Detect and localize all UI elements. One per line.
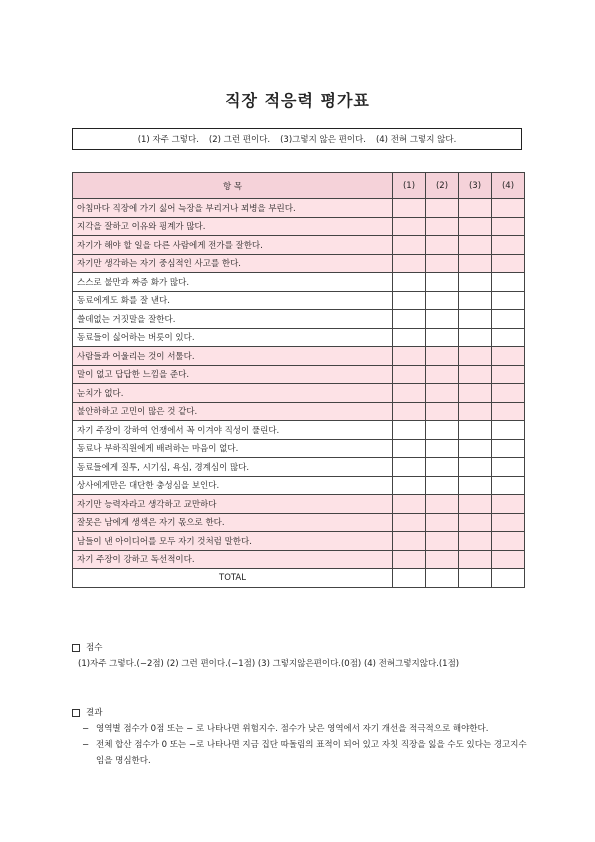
total-cell-4[interactable] (492, 569, 525, 588)
answer-cell-3[interactable] (459, 236, 492, 255)
answer-cell-3[interactable] (459, 384, 492, 403)
answer-cell-3[interactable] (459, 458, 492, 477)
item-text: 불안하하고 고민이 많은 것 같다. (73, 402, 393, 421)
table-header-row (73, 173, 525, 199)
score-heading: 점수 (86, 643, 103, 653)
table-row (73, 310, 525, 329)
header-col-4: (4) (492, 173, 525, 199)
item-text: 자기가 해야 할 일을 다른 사람에게 전가를 잘한다. (73, 236, 393, 255)
item-text: 동료에게도 화를 잘 낸다. (73, 291, 393, 310)
table-row (73, 199, 525, 218)
header-item: 항 목 (73, 173, 393, 199)
answer-cell-1[interactable] (393, 458, 426, 477)
answer-cell-2[interactable] (426, 217, 459, 236)
item-text: 자기 주장이 강하여 언쟁에서 꼭 이겨야 직성이 풀린다. (73, 421, 393, 440)
answer-cell-4[interactable] (492, 421, 525, 440)
table-row (73, 513, 525, 532)
answer-cell-4[interactable] (492, 273, 525, 292)
answer-cell-2[interactable] (426, 273, 459, 292)
table-row (73, 291, 525, 310)
answer-cell-3[interactable] (459, 217, 492, 236)
answer-cell-3[interactable] (459, 476, 492, 495)
item-text: 동료들에게 질투, 시기심, 욕심, 경계심이 많다. (73, 458, 393, 477)
item-text: 동료들이 싫어하는 버릇이 있다. (73, 328, 393, 347)
section-bullet-icon (72, 709, 80, 717)
table-row (73, 458, 525, 477)
table-row (73, 550, 525, 569)
answer-cell-2[interactable] (426, 347, 459, 366)
item-text: 사람들과 어울리는 것이 서툴다. (73, 347, 393, 366)
result-heading: 결과 (86, 708, 103, 718)
item-text: 아침마다 직장에 가기 싫어 늑장을 부리거나 꾀병을 부린다. (73, 199, 393, 218)
answer-cell-1[interactable] (393, 421, 426, 440)
answer-cell-3[interactable] (459, 421, 492, 440)
header-col-2: (2) (426, 173, 459, 199)
answer-cell-2[interactable] (426, 236, 459, 255)
answer-cell-3[interactable] (459, 513, 492, 532)
table-row (73, 402, 525, 421)
answer-cell-3[interactable] (459, 365, 492, 384)
answer-cell-3[interactable] (459, 532, 492, 551)
answer-cell-4[interactable] (492, 254, 525, 273)
section-bullet-icon (72, 644, 80, 652)
table-row (73, 421, 525, 440)
legend-option-2: (2) 그런 편이다. (208, 135, 271, 145)
answer-cell-1[interactable] (393, 236, 426, 255)
item-text: 지각을 잘하고 이유와 핑계가 많다. (73, 217, 393, 236)
item-text: 스스로 불만과 짜증 화가 많다. (73, 273, 393, 292)
score-section (72, 640, 532, 672)
answer-cell-2[interactable] (426, 476, 459, 495)
answer-cell-4[interactable] (492, 365, 525, 384)
answer-cell-2[interactable] (426, 458, 459, 477)
legend-option-3: (3)그렇지 않은 편이다. (280, 135, 366, 145)
answer-cell-4[interactable] (492, 513, 525, 532)
table-row (73, 273, 525, 292)
answer-cell-3[interactable] (459, 439, 492, 458)
answer-cell-4[interactable] (492, 217, 525, 236)
table-row (73, 236, 525, 255)
answer-cell-3[interactable] (459, 310, 492, 329)
header-col-1: (1) (393, 173, 426, 199)
answer-cell-3[interactable] (459, 550, 492, 569)
answer-cell-4[interactable] (492, 328, 525, 347)
answer-cell-3[interactable] (459, 495, 492, 514)
answer-cell-1[interactable] (393, 217, 426, 236)
table-row (73, 495, 525, 514)
answer-cell-2[interactable] (426, 402, 459, 421)
item-text: 상사에게만은 대단한 충성심을 보인다. (73, 476, 393, 495)
answer-cell-3[interactable] (459, 347, 492, 366)
item-text: 쓸데없는 거짓말을 잘한다. (73, 310, 393, 329)
item-text: 동료나 부하직원에게 배려하는 마음이 없다. (73, 439, 393, 458)
answer-cell-1[interactable] (393, 310, 426, 329)
answer-cell-1[interactable] (393, 476, 426, 495)
answer-cell-2[interactable] (426, 291, 459, 310)
table-row (73, 254, 525, 273)
total-label: TOTAL (73, 569, 393, 588)
answer-cell-1[interactable] (393, 439, 426, 458)
item-text: 잘못은 남에게 생색은 자기 몫으로 한다. (73, 513, 393, 532)
answer-cell-4[interactable] (492, 495, 525, 514)
item-text: 자기 주장이 강하고 독선적이다. (73, 550, 393, 569)
legend-option-4: (4) 전혀 그렇지 않다. (375, 135, 457, 145)
answer-cell-2[interactable] (426, 513, 459, 532)
answer-cell-4[interactable] (492, 347, 525, 366)
table-row (73, 384, 525, 403)
answer-cell-2[interactable] (426, 199, 459, 218)
answer-cell-4[interactable] (492, 291, 525, 310)
answer-cell-2[interactable] (426, 365, 459, 384)
table-row (73, 217, 525, 236)
dash-icon: − (82, 740, 90, 750)
answer-cell-3[interactable] (459, 402, 492, 421)
answer-cell-2[interactable] (426, 254, 459, 273)
result-section (72, 705, 532, 769)
answer-cell-3[interactable] (459, 199, 492, 218)
answer-cell-2[interactable] (426, 310, 459, 329)
answer-cell-1[interactable] (393, 402, 426, 421)
dash-icon: − (82, 724, 90, 734)
answer-cell-1[interactable] (393, 384, 426, 403)
result-item: − 영역별 점수가 0점 또는 − 로 나타나면 위험지수. 점수가 낮은 영역에서 자기 개선을 적극적으로 해야한다. (72, 721, 532, 737)
answer-cell-3[interactable] (459, 254, 492, 273)
table-row (73, 439, 525, 458)
legend-option-1: (1) 자주 그렇다. (137, 135, 199, 145)
score-text: (1)자주 그렇다.(−2점) (2) 그런 편이다.(−1점) (3) 그렇지않은편이다.(0점) (4) 전혀그렇지않다.(1점) (78, 659, 460, 669)
answer-cell-1[interactable] (393, 254, 426, 273)
answer-cell-1[interactable] (393, 291, 426, 310)
total-row (73, 569, 525, 588)
answer-cell-3[interactable] (459, 273, 492, 292)
item-text: 남들이 낸 아이디어를 모두 자기 것처럼 말한다. (73, 532, 393, 551)
evaluation-table (72, 172, 525, 588)
answer-cell-2[interactable] (426, 439, 459, 458)
answer-cell-2[interactable] (426, 532, 459, 551)
answer-cell-1[interactable] (393, 199, 426, 218)
total-cell-2[interactable] (426, 569, 459, 588)
answer-cell-2[interactable] (426, 328, 459, 347)
answer-cell-4[interactable] (492, 476, 525, 495)
answer-cell-4[interactable] (492, 439, 525, 458)
answer-cell-2[interactable] (426, 550, 459, 569)
answer-cell-4[interactable] (492, 236, 525, 255)
answer-cell-2[interactable] (426, 384, 459, 403)
table-row (73, 365, 525, 384)
answer-cell-2[interactable] (426, 495, 459, 514)
answer-cell-4[interactable] (492, 310, 525, 329)
total-cell-3[interactable] (459, 569, 492, 588)
total-cell-1[interactable] (393, 569, 426, 588)
table-row (73, 532, 525, 551)
table-body (73, 199, 525, 569)
answer-cell-4[interactable] (492, 458, 525, 477)
item-text: 눈치가 없다. (73, 384, 393, 403)
answer-cell-1[interactable] (393, 273, 426, 292)
answer-cell-4[interactable] (492, 199, 525, 218)
result-item: − 전체 합산 점수가 0 또는 −로 나타나면 지금 집단 따돌림의 표적이 되어 있고 자칫 직장을 잃을 수도 있다는 경고지수임을 명심한다. (72, 737, 532, 769)
header-col-3: (3) (459, 173, 492, 199)
answer-cell-2[interactable] (426, 421, 459, 440)
item-text: 말이 없고 답답한 느낌을 준다. (73, 365, 393, 384)
answer-cell-1[interactable] (393, 532, 426, 551)
table-row (73, 347, 525, 366)
answer-cell-1[interactable] (393, 328, 426, 347)
answer-cell-4[interactable] (492, 402, 525, 421)
response-scale-legend (72, 128, 522, 150)
answer-cell-1[interactable] (393, 550, 426, 569)
answer-cell-3[interactable] (459, 291, 492, 310)
page-title: 직장 적응력 평가표 (225, 91, 370, 110)
answer-cell-1[interactable] (393, 495, 426, 514)
answer-cell-4[interactable] (492, 550, 525, 569)
answer-cell-1[interactable] (393, 347, 426, 366)
table-row (73, 476, 525, 495)
answer-cell-4[interactable] (492, 384, 525, 403)
answer-cell-1[interactable] (393, 365, 426, 384)
answer-cell-4[interactable] (492, 532, 525, 551)
answer-cell-3[interactable] (459, 328, 492, 347)
item-text: 자기만 생각하는 자기 중심적인 사고를 한다. (73, 254, 393, 273)
table-row (73, 328, 525, 347)
answer-cell-1[interactable] (393, 513, 426, 532)
item-text: 자기만 능력자라고 생각하고 교만하다 (73, 495, 393, 514)
